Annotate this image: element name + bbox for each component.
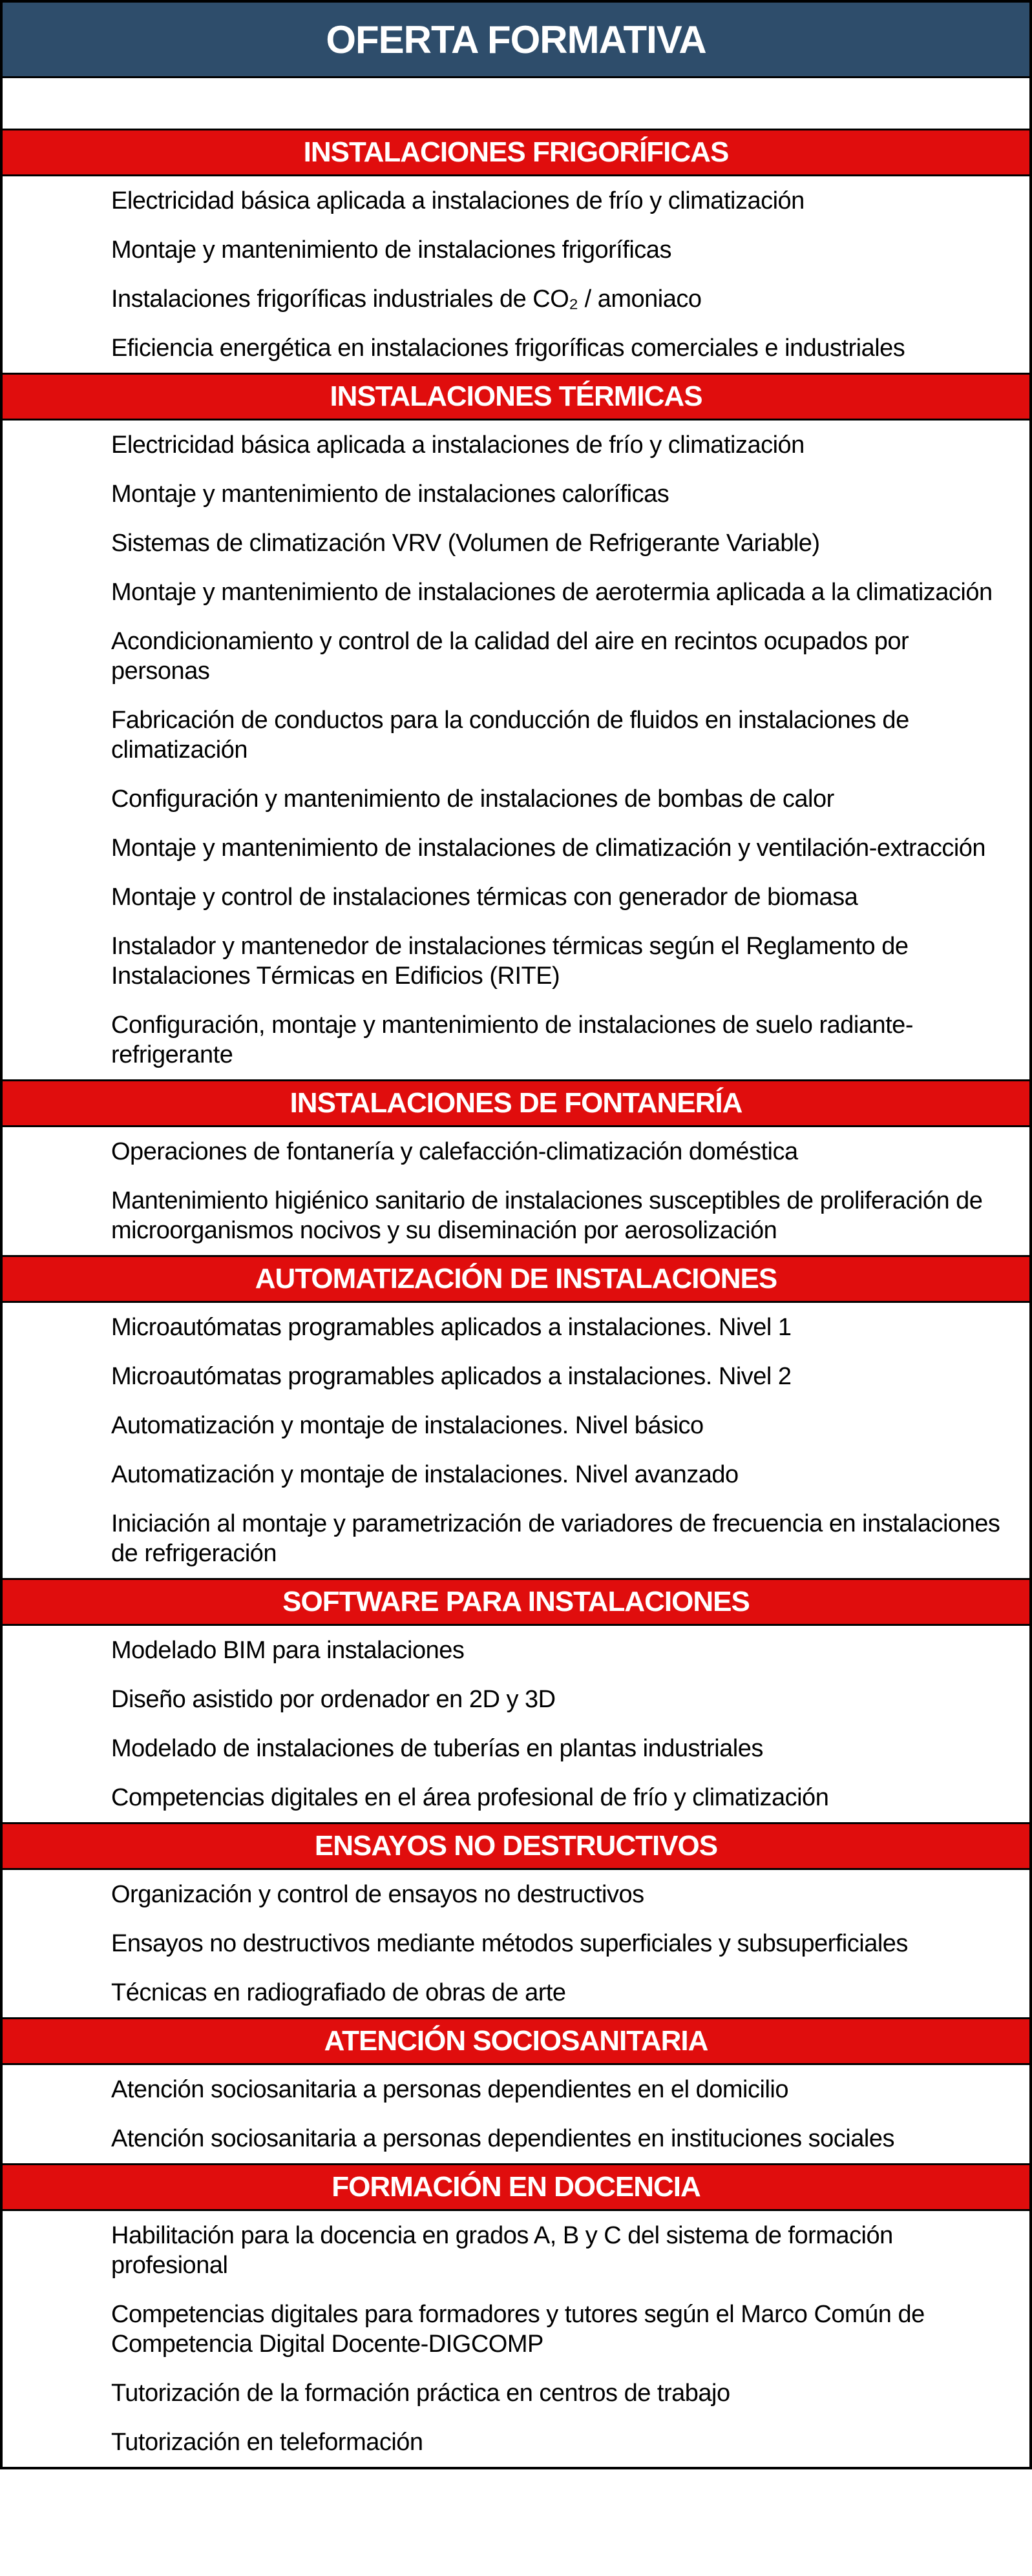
course-item-label: Instalaciones frigoríficas industriales de CO₂ / amoniaco: [111, 286, 702, 313]
course-item: [3, 1176, 1029, 1255]
course-item-label: Montaje y mantenimiento de instalaciones de aerotermia aplicada a la climatización: [111, 579, 993, 606]
course-item: [3, 1352, 1029, 1401]
course-item-label: Fabricación de conductos para la conducción de fluidos en instalaciones de climatización: [111, 707, 909, 763]
course-item-label: Configuración, montaje y mantenimiento de instalaciones de suelo radiante-refrigerante: [111, 1012, 913, 1068]
course-item-label: Montaje y mantenimiento de instalaciones frigoríficas: [111, 236, 671, 264]
section-header: [3, 1578, 1029, 1626]
course-item: [3, 1919, 1029, 1968]
section-header: [3, 2017, 1029, 2065]
course-item-label: Ensayos no destructivos mediante métodos superficiales y subsuperficiales: [111, 1930, 908, 1957]
section-title: INSTALACIONES DE FONTANERÍA: [290, 1087, 742, 1119]
course-item-label: Montaje y control de instalaciones térmicas con generador de biomasa: [111, 884, 858, 911]
course-item-label: Microautómatas programables aplicados a instalaciones. Nivel 2: [111, 1363, 792, 1390]
course-item: [3, 1303, 1029, 1352]
course-item-label: Instalador y mantenedor de instalaciones térmicas según el Reglamento de Instalaciones Térmicas en Edificios (RITE): [111, 933, 909, 990]
course-item-label: Atención sociosanitaria a personas dependientes en instituciones sociales: [111, 2125, 894, 2152]
course-item-label: Mantenimiento higiénico sanitario de instalaciones susceptibles de proliferación de microorganismos nocivos y su diseminación por aerosolización: [111, 1187, 983, 1244]
course-item-label: Diseño asistido por ordenador en 2D y 3D: [111, 1686, 556, 1713]
course-item: [3, 873, 1029, 922]
section-title: AUTOMATIZACIÓN DE INSTALACIONES: [255, 1263, 777, 1294]
course-item: [3, 275, 1029, 324]
course-item: [3, 1401, 1029, 1450]
course-item-label: Electricidad básica aplicada a instalaciones de frío y climatización: [111, 431, 805, 459]
course-item: [3, 225, 1029, 275]
course-item-label: Iniciación al montaje y parametrización de variadores de frecuencia en instalaciones de refrigeración: [111, 1510, 1000, 1567]
course-item-label: Automatización y montaje de instalaciones. Nivel básico: [111, 1412, 704, 1439]
course-item: [3, 696, 1029, 774]
course-item: [3, 1450, 1029, 1499]
course-item: [3, 2114, 1029, 2163]
course-item-label: Competencias digitales para formadores y tutores según el Marco Común de Competencia Digital Docente-DIGCOMP: [111, 2301, 925, 2358]
course-item: [3, 1499, 1029, 1578]
course-item: [3, 519, 1029, 568]
course-item-label: Electricidad básica aplicada a instalaciones de frío y climatización: [111, 187, 805, 214]
page-title: OFERTA FORMATIVA: [326, 17, 706, 61]
section-header: [3, 1822, 1029, 1870]
course-item-label: Modelado de instalaciones de tuberías en plantas industriales: [111, 1735, 763, 1762]
course-item: [3, 1675, 1029, 1724]
section-title: INSTALACIONES TÉRMICAS: [330, 380, 702, 412]
course-item: [3, 774, 1029, 824]
section-header: [3, 1079, 1029, 1127]
course-item-label: Habilitación para la docencia en grados A, B y C del sistema de formación profesional: [111, 2222, 893, 2279]
course-item: [3, 470, 1029, 519]
section-header: [3, 1255, 1029, 1303]
course-item-label: Modelado BIM para instalaciones: [111, 1637, 465, 1664]
course-item: [3, 824, 1029, 873]
course-item: [3, 421, 1029, 470]
course-item-label: Atención sociosanitaria a personas dependientes en el domicilio: [111, 2076, 788, 2103]
course-item-label: Microautómatas programables aplicados a instalaciones. Nivel 1: [111, 1314, 792, 1341]
course-item-label: Configuración y mantenimiento de instalaciones de bombas de calor: [111, 785, 834, 813]
section-title: ENSAYOS NO DESTRUCTIVOS: [314, 1830, 718, 1862]
course-item: [3, 922, 1029, 1001]
course-item: [3, 568, 1029, 617]
section-header: [3, 2163, 1029, 2211]
course-item-label: Tutorización en teleformación: [111, 2429, 423, 2456]
course-item: [3, 1724, 1029, 1773]
document-header: [3, 3, 1029, 78]
course-item: [3, 2290, 1029, 2369]
section-title: INSTALACIONES FRIGORÍFICAS: [303, 136, 729, 168]
course-item: [3, 324, 1029, 373]
section-title: FORMACIÓN EN DOCENCIA: [332, 2171, 700, 2203]
section-title: ATENCIÓN SOCIOSANITARIA: [324, 2025, 708, 2057]
section-header: [3, 129, 1029, 176]
course-item: [3, 1870, 1029, 1919]
course-item: [3, 2065, 1029, 2114]
spacer-row: [3, 78, 1029, 129]
course-item: [3, 1626, 1029, 1675]
course-item-label: Sistemas de climatización VRV (Volumen de Refrigerante Variable): [111, 530, 820, 557]
course-item: [3, 1773, 1029, 1822]
course-item-label: Montaje y mantenimiento de instalaciones caloríficas: [111, 481, 669, 508]
course-item: [3, 1001, 1029, 1079]
course-item-label: Eficiencia energética en instalaciones frigoríficas comerciales e industriales: [111, 335, 905, 362]
course-item-label: Organización y control de ensayos no destructivos: [111, 1881, 644, 1908]
course-item-label: Montaje y mantenimiento de instalaciones de climatización y ventilación-extracción: [111, 835, 986, 862]
course-item-label: Tutorización de la formación práctica en centros de trabajo: [111, 2380, 730, 2407]
course-item-label: Automatización y montaje de instalaciones. Nivel avanzado: [111, 1461, 739, 1488]
course-item-label: Competencias digitales en el área profesional de frío y climatización: [111, 1784, 829, 1811]
course-item-label: Operaciones de fontanería y calefacción-climatización doméstica: [111, 1138, 798, 1165]
section-title: SOFTWARE PARA INSTALACIONES: [282, 1586, 750, 1617]
course-item: [3, 1127, 1029, 1176]
course-item: [3, 176, 1029, 225]
course-item: [3, 1968, 1029, 2017]
course-item: [3, 2211, 1029, 2290]
course-item-label: Técnicas en radiografiado de obras de arte: [111, 1979, 566, 2006]
sections-container: [3, 129, 1029, 2467]
course-item: [3, 2369, 1029, 2418]
course-item: [3, 617, 1029, 696]
section-header: [3, 373, 1029, 421]
course-item: [3, 2418, 1029, 2467]
course-item-label: Acondicionamiento y control de la calidad del aire en recintos ocupados por personas: [111, 628, 909, 685]
